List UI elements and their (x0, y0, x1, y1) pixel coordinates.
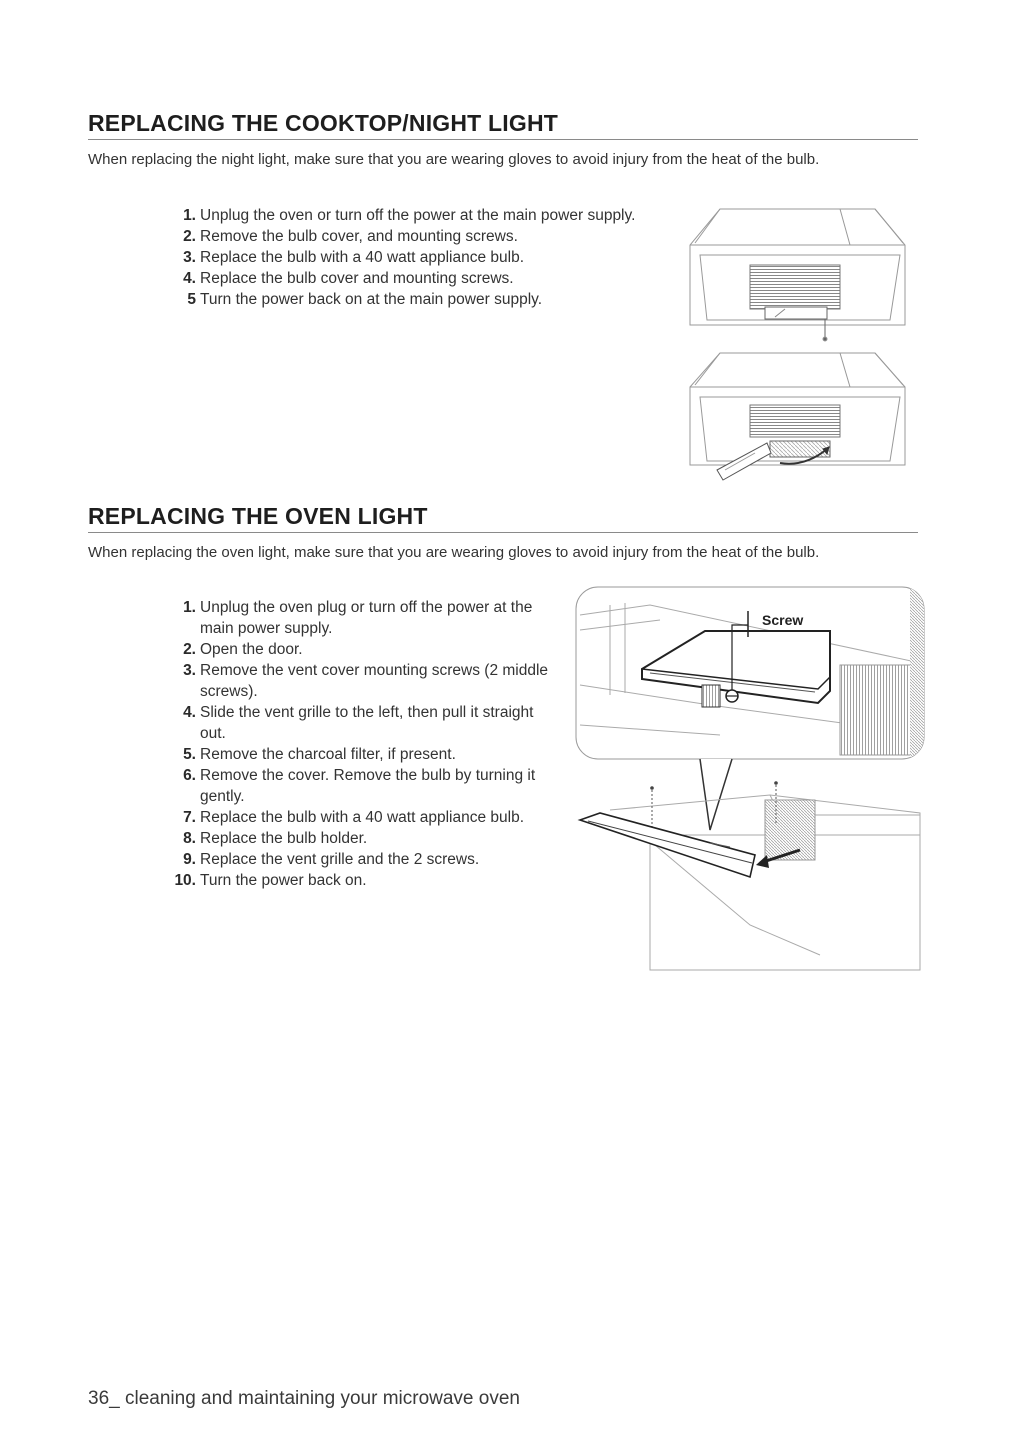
step-number: 4. (183, 270, 196, 287)
list-item (170, 247, 650, 268)
step-text: Remove the vent cover mounting screws (2 middle screws). (200, 662, 549, 700)
night-light-illustration (675, 205, 925, 485)
step-text: Remove the bulb cover, and mounting screws. (200, 228, 518, 245)
step-text: Replace the bulb with a 40 watt appliance bulb. (200, 809, 524, 826)
list-item (170, 289, 650, 310)
step-number: 2. (183, 641, 196, 658)
step-number: 1. (183, 599, 196, 616)
step-number: 6. (183, 767, 196, 784)
page-footer (88, 1388, 520, 1410)
list-item (170, 765, 560, 807)
intro-cooktop-light: When replacing the night light, make sure that you are wearing gloves to avoid injury from the heat of the bulb. (88, 151, 820, 168)
step-number: 5 (187, 291, 196, 308)
section-title-oven-light: REPLACING THE OVEN LIGHT (88, 503, 918, 533)
step-text: Turn the power back on. (200, 872, 367, 889)
oven-light-illustration (570, 585, 930, 975)
footer-text: cleaning and maintaining your microwave oven (119, 1388, 520, 1409)
step-number: 7. (183, 809, 196, 826)
step-text: Unplug the oven plug or turn off the power at the main power supply. (200, 599, 533, 637)
oven-body (610, 781, 920, 970)
night-light-unit-top (690, 209, 905, 341)
list-item (170, 807, 560, 828)
intro-oven-light: When replacing the oven light, make sure that you are wearing gloves to avoid injury from the heat of the bulb. (88, 544, 820, 561)
step-text: Remove the charcoal filter, if present. (200, 746, 456, 763)
steps-cooktop-light (170, 205, 650, 310)
list-item (170, 828, 560, 849)
step-number: 1. (183, 207, 196, 224)
page-number: 36_ (88, 1388, 120, 1409)
step-text: Unplug the oven or turn off the power at the main power supply. (200, 207, 636, 224)
list-item (170, 744, 560, 765)
screw-detail-zoom (576, 585, 930, 759)
list-item (170, 702, 560, 744)
step-number: 3. (183, 249, 196, 266)
step-text: Replace the bulb holder. (200, 830, 368, 847)
night-light-unit-bottom (690, 353, 905, 480)
step-number: 8. (183, 830, 196, 847)
step-text: Turn the power back on at the main power supply. (200, 291, 543, 308)
step-text: Open the door. (200, 641, 303, 658)
list-item (170, 660, 560, 702)
step-text: Replace the bulb with a 40 watt appliance bulb. (200, 249, 524, 266)
list-item (170, 205, 650, 226)
list-item (170, 639, 560, 660)
step-number: 5. (183, 746, 196, 763)
list-item (170, 597, 560, 639)
vent-grille (580, 813, 755, 877)
step-number: 9. (183, 851, 196, 868)
step-text: Remove the cover. Remove the bulb by turning it gently. (200, 767, 536, 805)
list-item (170, 226, 650, 247)
list-item (170, 849, 560, 870)
section-title-cooktop-light: REPLACING THE COOKTOP/NIGHT LIGHT (88, 110, 918, 140)
step-number: 2. (183, 228, 196, 245)
step-text: Replace the bulb cover and mounting screws. (200, 270, 514, 287)
list-item (170, 268, 650, 289)
step-number: 3. (183, 662, 196, 679)
step-text: Replace the vent grille and the 2 screws. (200, 851, 480, 868)
steps-oven-light (170, 597, 560, 891)
step-number: 10. (174, 872, 196, 889)
step-number: 4. (183, 704, 196, 721)
step-text: Slide the vent grille to the left, then pull it straight out. (200, 704, 534, 742)
list-item (170, 870, 560, 891)
screw-label: Screw (762, 612, 804, 628)
